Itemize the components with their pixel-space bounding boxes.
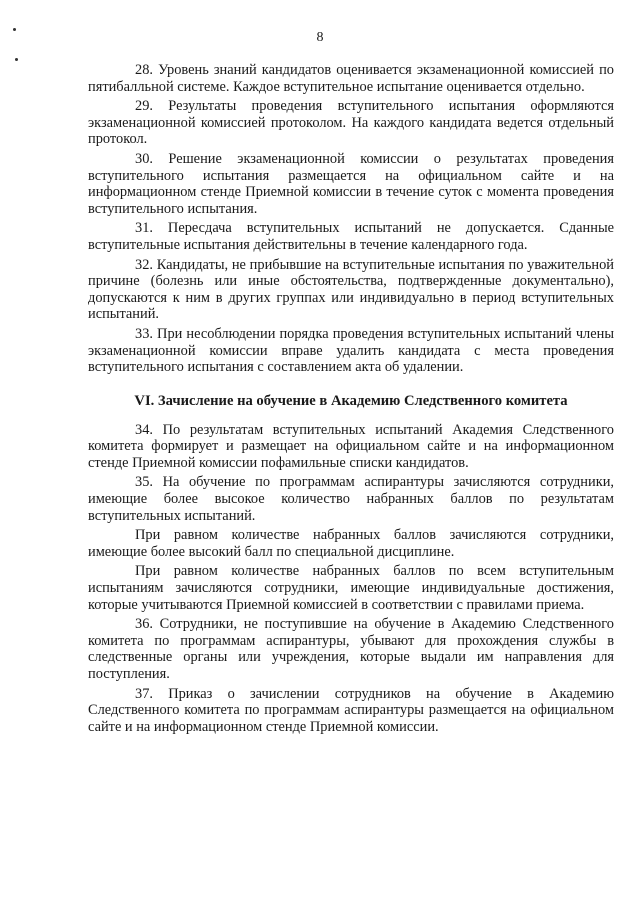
document-body (88, 62, 614, 738)
paragraph-32: 32. Кандидаты, не прибывшие на вступительные испытания по уважительной причине (болезнь или иные обстоятельства, подтвержденные документально), допускаются к ним в других группах или индивидуально в период вступительных испытаний. (88, 256, 614, 323)
paragraph-30: 30. Решение экзаменационной комиссии о результатах проведения вступительного испытания размещается на официальном сайте и на информационном стенде Приемной комиссии в течение суток с момента проведения вступительного испытания. (88, 150, 614, 217)
paragraph-36: 36. Сотрудники, не поступившие на обучение в Академию Следственного комитета по программам аспирантуры, убывают для прохождения службы в следственные органы или учреждения, которые выдали им направления для поступления. (88, 616, 614, 682)
paragraph-34: 34. По результатам вступительных испытаний Академия Следственного комитета формирует и размещает на официальном сайте и на информационном стенде Приемной комиссии пофамильные списки кандидатов. (88, 421, 614, 471)
scan-speck (15, 58, 18, 61)
paragraph-35-equal-score: При равном количестве набранных баллов зачисляются сотрудники, имеющие более высокий балл по специальной дисциплине. (88, 527, 614, 560)
paragraph-33: 33. При несоблюдении порядка проведения вступительных испытаний члены экзаменационной комиссии вправе удалить кандидата с места проведения вступительного испытания с составлением акта об удалении. (88, 325, 614, 376)
page-number: 8 (316, 30, 324, 45)
paragraph-28: 28. Уровень знаний кандидатов оценивается экзаменационной комиссией по пятибалльной системе. Каждое вступительное испытание оценивается отдельно. (88, 62, 614, 95)
paragraph-35-achievements: При равном количестве набранных баллов по всем вступительным испытаниям зачисляются сотрудники, имеющие индивидуальные достижения, которые учитываются Приемной комиссией в соответствии с правилами приема. (88, 563, 614, 613)
paragraph-29: 29. Результаты проведения вступительного испытания оформляются экзаменационной комиссией протоколом. На каждого кандидата ведется отдельный протокол. (88, 98, 614, 148)
paragraph-37: 37. Приказ о зачислении сотрудников на обучение в Академию Следственного комитета по программам аспирантуры размещается на официальном сайте и на информационном стенде Приемной комиссии. (88, 685, 614, 735)
paragraph-35: 35. На обучение по программам аспирантуры зачисляются сотрудники, имеющие более высокое количество набранных баллов по результатам вступительных испытаний. (88, 474, 614, 524)
paragraph-31: 31. Пересдача вступительных испытаний не допускается. Сданные вступительные испытания действительны в течение календарного года. (88, 220, 614, 253)
section-heading: VI. Зачисление на обучение в Академию Следственного комитета (134, 392, 568, 409)
